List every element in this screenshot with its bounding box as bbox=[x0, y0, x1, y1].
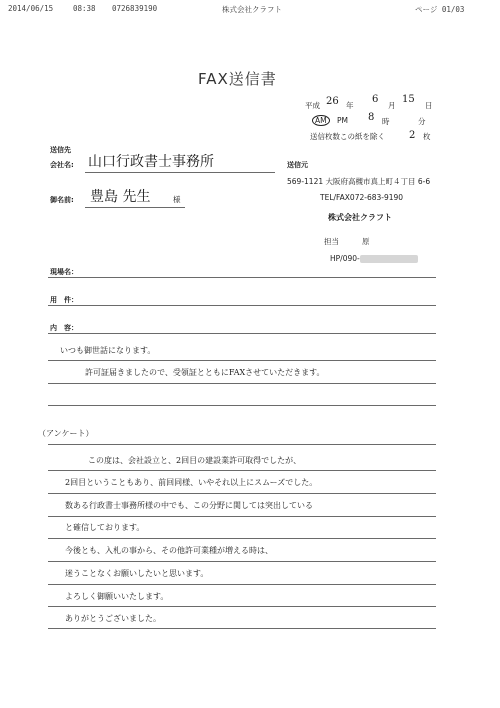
time-hour-unit: 時 bbox=[382, 117, 390, 126]
subject-label: 用 件： bbox=[50, 296, 78, 304]
fax-header-time: 08:38 bbox=[73, 4, 96, 13]
content-line-rule-2 bbox=[48, 383, 436, 384]
recipient-company-underline bbox=[85, 172, 275, 173]
survey-line-4: と確信しております。 bbox=[65, 523, 145, 532]
recipient-name-label: 御名前: bbox=[50, 196, 74, 204]
fax-header-page: ページ 01/03 bbox=[415, 5, 465, 14]
survey-rule-3 bbox=[48, 516, 436, 517]
pages-unit: 枚 bbox=[423, 132, 431, 141]
am-circled: AM bbox=[312, 115, 330, 126]
survey-rule-1 bbox=[48, 470, 436, 471]
time-hour: 8 bbox=[368, 112, 375, 123]
date-year-unit: 年 bbox=[346, 101, 354, 110]
date-year: 26 bbox=[326, 96, 339, 107]
survey-line-8: ありがとうございました。 bbox=[65, 614, 161, 623]
survey-line-7: よろしく御願いいたします。 bbox=[65, 592, 169, 601]
recipient-honorific: 様 bbox=[173, 195, 181, 204]
content-label: 内 容： bbox=[50, 324, 78, 332]
survey-rule-2 bbox=[48, 493, 436, 494]
content-line-rule-1 bbox=[48, 360, 436, 361]
sender-address: 569-1121 大阪府高槻市真上町４丁目 6-6 bbox=[287, 177, 431, 186]
content-line-2: 許可証届きましたので、受領証とともにFAXさせていただきます。 bbox=[85, 368, 325, 377]
sender-tel: TEL/FAX072-683-9190 bbox=[320, 193, 404, 202]
date-month: 6 bbox=[372, 94, 379, 105]
survey-rule-7 bbox=[48, 606, 436, 607]
date-era: 平成 bbox=[305, 101, 320, 110]
recipient-company-label: 会社名: bbox=[50, 161, 74, 169]
content-rule bbox=[48, 333, 436, 334]
date-month-unit: 月 bbox=[388, 101, 396, 110]
am-indicator bbox=[312, 116, 330, 125]
site-label: 現場名： bbox=[50, 268, 78, 276]
date-day-unit: 日 bbox=[425, 101, 433, 110]
pages-value: 2 bbox=[409, 130, 416, 141]
recipient-company-value: 山口行政書士事務所 bbox=[88, 154, 214, 170]
survey-line-6: 迷うことなくお願いしたいと思います。 bbox=[65, 569, 209, 578]
content-line-1: いつも御世話になります。 bbox=[60, 346, 156, 355]
pages-label: 送信枚数この紙を除く bbox=[310, 132, 385, 141]
survey-line-3: 数ある行政書士事務所様の中でも、この分野に関しては突出している bbox=[65, 501, 313, 510]
sender-hp bbox=[330, 254, 418, 263]
survey-line-2: 2回目ということもあり、前回同様、いやそれ以上にスムーズでした。 bbox=[65, 478, 318, 487]
sender-company: 株式会社クラフト bbox=[328, 213, 392, 222]
subject-rule bbox=[48, 305, 436, 306]
recipient-name-value: 豊島 先生 bbox=[90, 189, 151, 205]
sender-hp-label: HP/090- bbox=[330, 254, 360, 263]
recipient-section-label: 送信先 bbox=[50, 146, 71, 154]
sender-staff-name: 原 bbox=[362, 237, 370, 246]
date-day: 15 bbox=[402, 94, 415, 105]
survey-rule-0 bbox=[48, 444, 436, 445]
fax-header-date: 2014/06/15 bbox=[8, 4, 54, 13]
page-title: FAX送信書 bbox=[198, 70, 277, 88]
sender-section-label: 送信元 bbox=[287, 161, 308, 169]
survey-heading: （アンケート） bbox=[38, 429, 94, 438]
time-minute-unit: 分 bbox=[418, 117, 426, 126]
survey-line-1: この度は、会社設立と、2回目の建設業許可取得でしたが、 bbox=[88, 456, 302, 465]
survey-rule-8 bbox=[48, 628, 436, 629]
survey-rule-6 bbox=[48, 584, 436, 585]
pm-indicator: PM bbox=[337, 116, 348, 125]
sender-staff-label: 担当 bbox=[324, 237, 339, 246]
survey-rule-5 bbox=[48, 561, 436, 562]
survey-rule-4 bbox=[48, 538, 436, 539]
recipient-name-underline bbox=[85, 207, 185, 208]
fax-header-number: 0726839190 bbox=[112, 4, 158, 13]
site-rule bbox=[48, 277, 436, 278]
fax-header-company: 株式会社クラフト bbox=[222, 5, 282, 14]
redacted-phone bbox=[360, 255, 418, 263]
survey-line-5: 今後とも、入札の事から、その他許可業種が増える時は、 bbox=[65, 546, 273, 555]
blank-rule-1 bbox=[48, 405, 436, 406]
